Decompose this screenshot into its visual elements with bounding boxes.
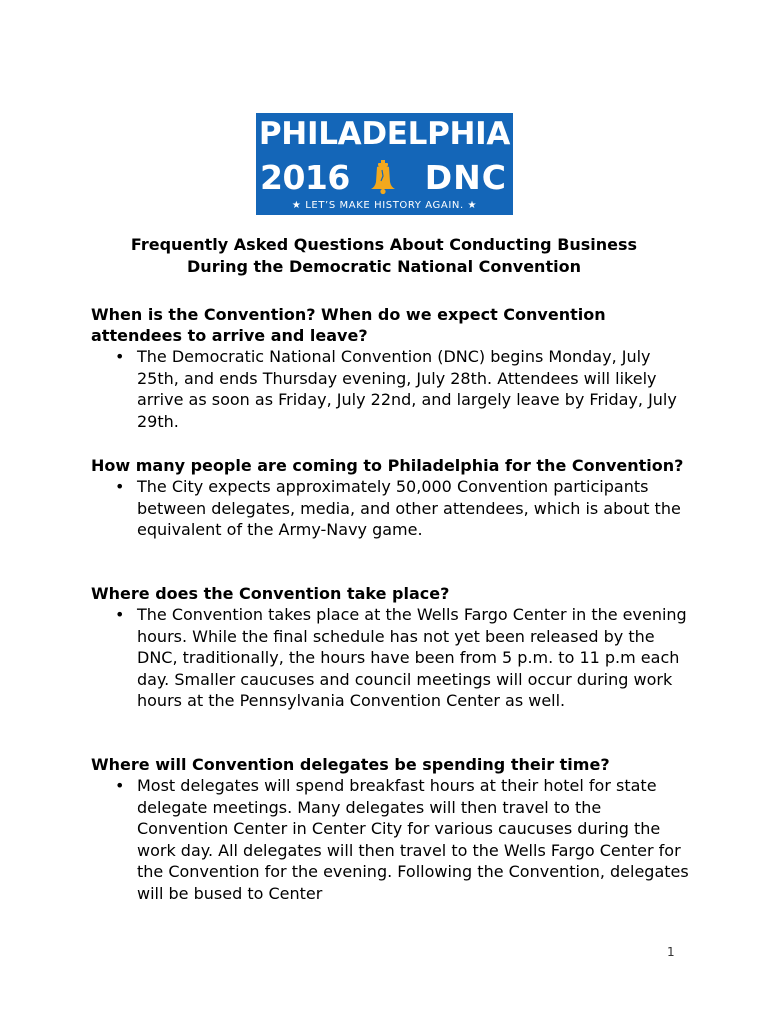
faq-answer — [91, 476, 691, 541]
liberty-bell-icon — [369, 160, 397, 196]
faq-answer — [91, 604, 691, 712]
bullet-icon: • — [115, 605, 125, 624]
document-title-line-2: During the Democratic National Convention — [187, 257, 581, 276]
faq-question: How many people are coming to Philadelphia for the Convention? — [91, 456, 684, 475]
faq-question: Where will Convention delegates be spending their time? — [91, 755, 610, 774]
faq-question: When is the Convention? When do we expect Convention attendees to arrive and leave? — [91, 305, 606, 345]
document-title-line-1: Frequently Asked Questions About Conducting Business — [130, 235, 638, 254]
faq-answer-text: Most delegates will spend breakfast hours at their hotel for state delegate meetings. Many delegates will then travel to the Convention Center in Center City for various caucuses during the work day. All delegates will then travel to the Wells Fargo Center for the Convention for the evening. Following the Convention, delegates will be bused to Center — [137, 776, 689, 903]
faq-item-convention-dates — [91, 304, 691, 432]
logo-year-row — [256, 158, 513, 198]
faq-question: Where does the Convention take place? — [91, 584, 450, 603]
logo-year-text: 2016 — [260, 158, 350, 197]
page-number: 1 — [667, 945, 675, 959]
bullet-icon: • — [115, 477, 125, 496]
faq-answer-text: The Democratic National Convention (DNC) begins Monday, July 25th, and ends Thursday evening, July 28th. Attendees will likely arrive as soon as Friday, July 22nd, and largely leave by Friday, July 29th. — [137, 347, 677, 431]
faq-item-attendance — [91, 455, 691, 541]
logo-city-text: PHILADELPHIA — [258, 116, 511, 152]
bullet-icon: • — [115, 776, 125, 795]
faq-item-delegate-schedule — [91, 754, 691, 904]
philadelphia-2016-dnc-logo — [256, 113, 513, 215]
faq-answer — [91, 775, 691, 904]
logo-tagline: ★ LET’S MAKE HISTORY AGAIN. ★ — [291, 200, 478, 211]
faq-answer — [91, 346, 691, 432]
logo-dnc-text: DNC — [424, 158, 507, 197]
faq-answer-text: The Convention takes place at the Wells Fargo Center in the evening hours. While the final schedule has not yet been released by the DNC, traditionally, the hours have been from 5 p.m. to 11 p.m each day. Smaller caucuses and council meetings will occur during work hours at the Pennsylvania Convention Center as well. — [137, 605, 687, 710]
bullet-icon: • — [115, 347, 125, 366]
faq-item-location — [91, 583, 691, 712]
faq-answer-text: The City expects approximately 50,000 Convention participants between delegates, media, and other attendees, which is about the equivalent of the Army-Navy game. — [137, 477, 681, 539]
document-title — [60, 234, 708, 278]
